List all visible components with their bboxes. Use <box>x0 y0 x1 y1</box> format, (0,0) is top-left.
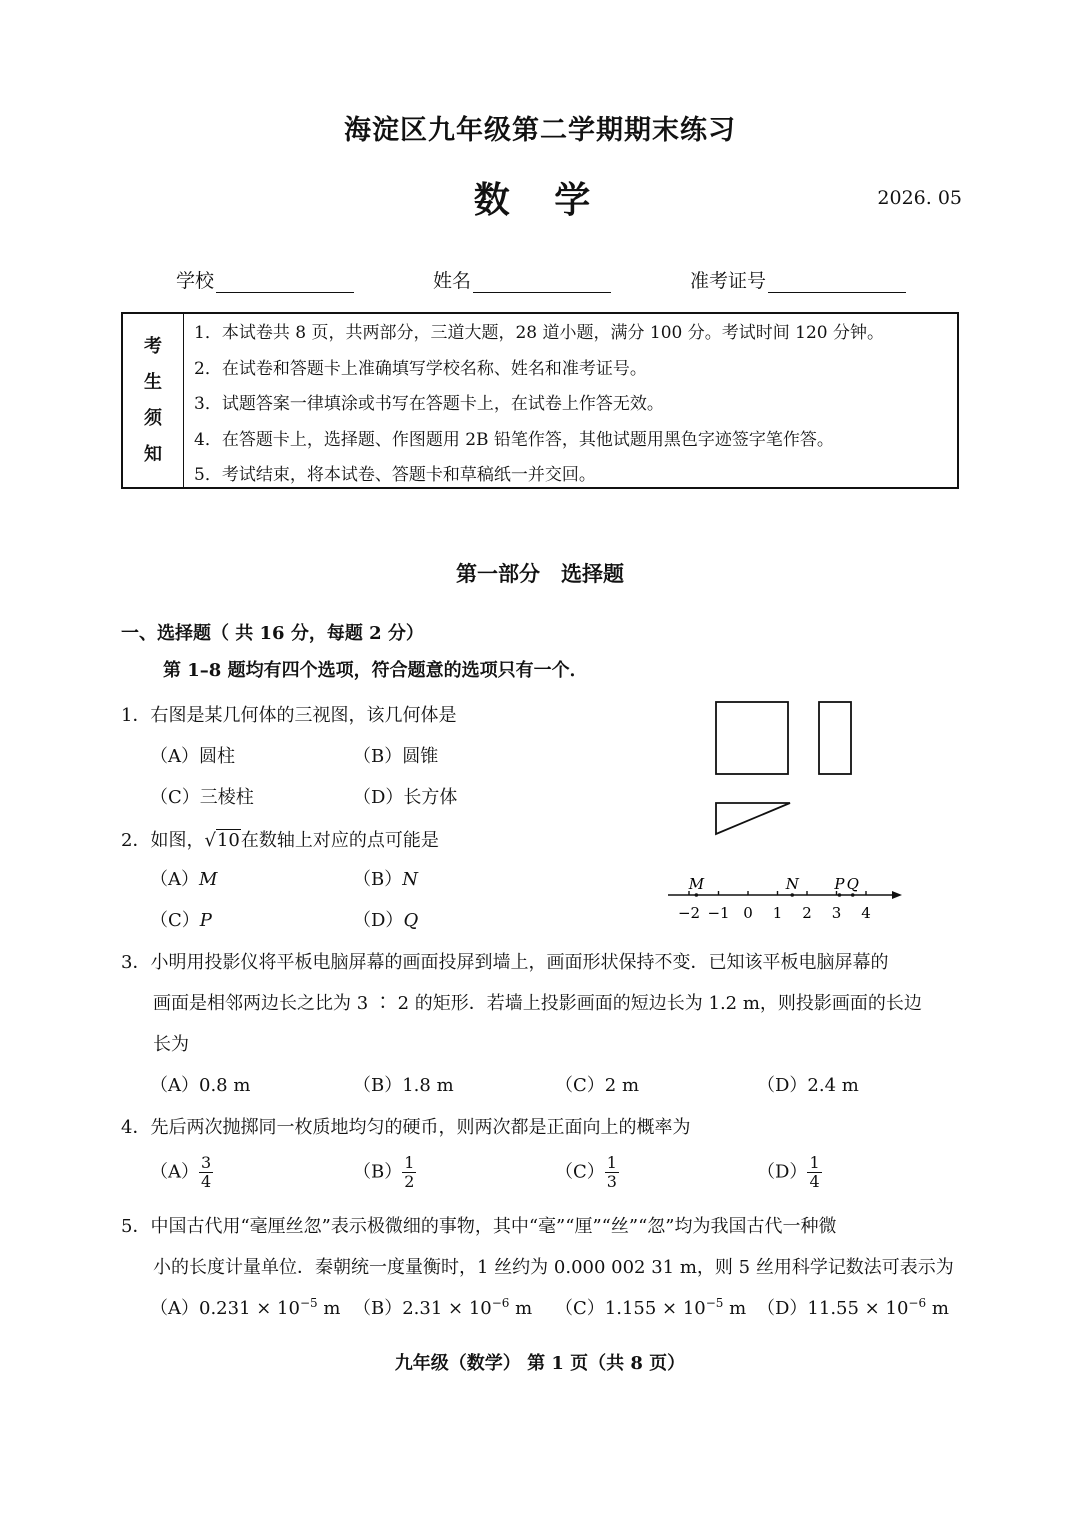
notice-item: 3．试题答案一律填涂或书写在答题卡上，在试卷上作答无效。 <box>194 394 664 414</box>
number-line-tick-label: 1 <box>772 904 783 922</box>
notice-heading: 考 生 须 知 <box>123 314 184 487</box>
sqrt-symbol: √ <box>204 830 216 851</box>
name-label: 姓名 <box>433 270 472 292</box>
notice-item: 1．本试卷共 8 页，共两部分，三道大题，28 道小题，满分 100 分。考试时间 120 分钟。 <box>194 323 884 343</box>
q1-stem: 1．右图是某几何体的三视图，该几何体是 <box>121 705 457 726</box>
number-line-tick-label: 0 <box>743 904 753 922</box>
number-line-figure <box>660 870 910 925</box>
three-views-figure <box>700 690 870 840</box>
name-blank[interactable] <box>473 268 611 293</box>
q3-stem-line2: 画面是相邻两边长之比为 3 ∶ 2 的矩形．若墙上投影画面的短边长为 1.2 m，则投影画面的长边 <box>153 993 922 1014</box>
q4-stem: 4．先后两次抛掷同一枚质地均匀的硬币，则两次都是正面向上的概率为 <box>121 1117 691 1138</box>
sqrt-radicand: 10 <box>216 830 240 851</box>
q1-option-d: （D）长方体 <box>353 787 458 808</box>
section1-heading: 一、选择题（ 共 16 分，每题 2 分） <box>121 623 424 644</box>
notice-item: 4．在答题卡上，选择题、作图题用 2B 铅笔作答，其他试题用黑色字迹签字笔作答。 <box>194 429 834 450</box>
number-line-point <box>790 893 794 897</box>
number-line-tick-label: 3 <box>831 904 842 922</box>
number-line-tick-label: −1 <box>707 904 730 922</box>
page-footer: 九年级（数学） 第 1 页（共 8 页） <box>394 1353 686 1374</box>
number-line-point-label: N <box>785 875 799 893</box>
q5-option-d: $(D)11.55 \times 10^{-6}$ m <box>757 1296 949 1319</box>
q1-option-c: （C）三棱柱 <box>150 787 254 808</box>
q3-stem-line1: 3．小明用投影仪将平板电脑屏幕的画面投屏到墙上，画面形状保持不变．已知该平板电脑屏幕的 <box>121 952 889 973</box>
q2-option-c: （C）P <box>150 910 212 931</box>
q5-option-b: $(B)2.31 \times 10^{-6}$ m <box>353 1296 533 1319</box>
number-line-point-label: P <box>834 875 845 893</box>
exam-title: 海淀区九年级第二学期期末练习 <box>344 115 736 146</box>
axis-arrow <box>892 891 902 899</box>
number-line-point <box>851 893 855 897</box>
q4-option-b: （B） $\frac{1}{2}$ <box>353 1153 415 1191</box>
q1-option-b: （B）圆锥 <box>353 746 439 767</box>
number-line-tick-label: −2 <box>677 904 701 922</box>
q5-option-c: $(C)1.155 \times 10^{-5}$ m <box>555 1296 747 1319</box>
q5-option-a: $(A)0.231 \times 10^{-5}$ m <box>150 1296 341 1319</box>
section1-instruction: 第 1–8 题均有四个选项，符合题意的选项只有一个． <box>163 660 588 681</box>
q5-stem-line2: 小的长度计量单位．秦朝统一度量衡时，1 丝约为 0.000 002 31 m，则 5 丝用科学记数法可表示为 <box>153 1257 954 1278</box>
number-line-point-label: M <box>688 875 705 893</box>
q3-stem-line3: 长为 <box>153 1034 189 1055</box>
school-field <box>176 266 354 293</box>
exam-id-blank[interactable] <box>768 268 906 293</box>
number-line-tick-label: 4 <box>861 904 871 922</box>
q2-stem: 2．如图，√10在数轴上对应的点可能是 <box>121 830 439 851</box>
exam-date: 2026. 05 <box>877 187 962 209</box>
q2-option-b: （B）N <box>353 869 418 890</box>
notice-list <box>184 314 957 487</box>
q1-option-a: （A）圆柱 <box>150 746 235 767</box>
notice-item: 5．考试结束，将本试卷、答题卡和草稿纸一并交回。 <box>194 465 596 485</box>
q3-option-c: （C）2 m <box>555 1075 640 1096</box>
q3-option-b: （B）1.8 m <box>353 1075 454 1096</box>
school-label: 学校 <box>176 270 215 292</box>
q4-option-d: （D） $\frac{1}{4}$ <box>757 1153 820 1191</box>
notice-item: 2．在试卷和答题卡上准确填写学校名称、姓名和准考证号。 <box>194 358 647 379</box>
side-view-rect <box>819 702 851 774</box>
front-view-square <box>716 702 788 774</box>
q3-option-d: （D）2.4 m <box>757 1075 859 1096</box>
q2-option-d: （D）Q <box>353 910 419 931</box>
number-line-point-label: Q <box>846 875 859 893</box>
school-blank[interactable] <box>216 268 354 293</box>
q4-option-c: （C） $\frac{1}{3}$ <box>555 1153 617 1191</box>
top-view-triangle <box>716 803 790 834</box>
exam-id-label: 准考证号 <box>690 270 767 292</box>
q5-stem-line1: 5．中国古代用“毫厘丝忽”表示极微细的事物，其中“毫”“厘”“丝”“忽”均为我国古代一种微 <box>121 1216 837 1237</box>
candidate-notice-box <box>121 312 959 489</box>
subject-title: 数 学 <box>473 179 607 221</box>
part1-title: 第一部分 选择题 <box>456 561 624 586</box>
number-line-point <box>838 893 842 897</box>
q3-option-a: （A）0.8 m <box>150 1075 251 1096</box>
name-field <box>433 266 611 293</box>
q2-option-a: （A）M <box>150 869 218 890</box>
exam-id-field <box>690 266 906 293</box>
q4-option-a: （A） $\frac{3}{4}$ <box>150 1153 212 1191</box>
number-line-point <box>695 893 699 897</box>
number-line-tick-label: 2 <box>802 904 812 922</box>
